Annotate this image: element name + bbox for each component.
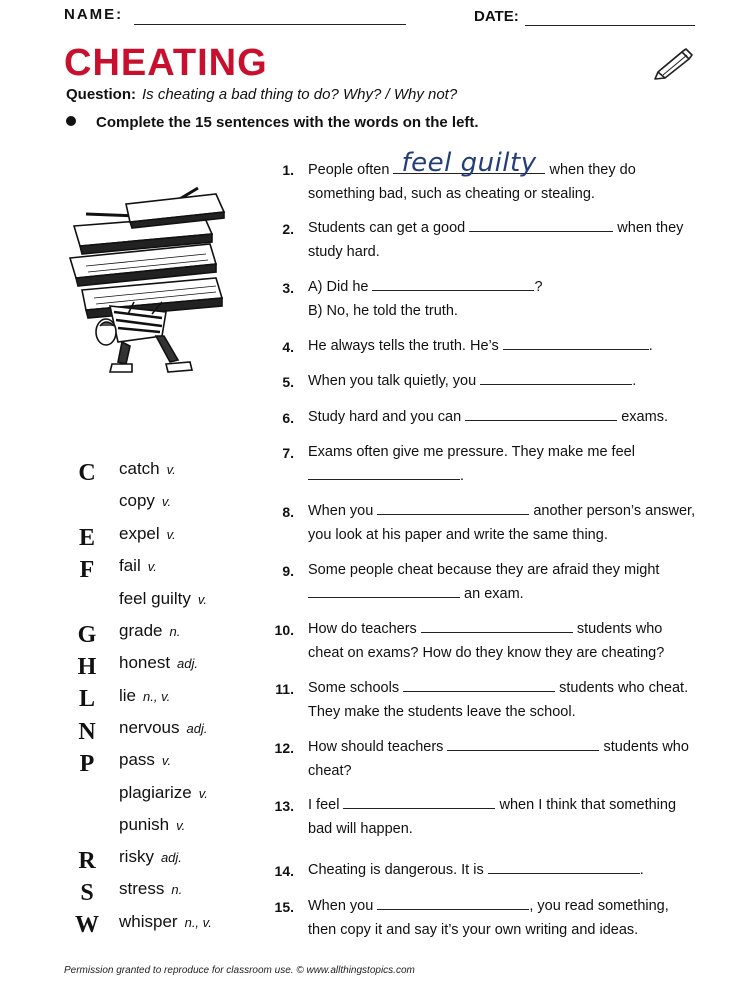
word-bank-item: honest adj. [119,653,199,672]
answer-field-7[interactable] [308,465,460,480]
sentence-3: A) Did he ? B) No, he told the truth. [308,275,698,323]
person-carrying-books-illustration [66,186,236,391]
sentence-8: When you another person’s answer, you look at his paper and write the same thing. [308,499,698,547]
answer-field-1[interactable] [393,148,545,178]
word-bank-item: expel v. [119,524,176,543]
word-bank-item: fail v. [119,556,157,575]
index-letter: C [78,460,96,486]
index-letter: R [78,848,96,874]
word-bank-item: plagiarize v. [119,783,208,802]
question-text: Is cheating a bad thing to do? Why? / Why not? [142,86,458,103]
answer-field-15[interactable] [377,895,529,910]
sentence-number: 9. [282,563,294,579]
word-bank-item: lie n., v. [119,686,171,705]
answer-field-10[interactable] [421,618,573,633]
index-letter: S [80,880,94,906]
sentence-number: 4. [282,339,294,355]
sentence-number: 3. [282,280,294,296]
answer-field-12[interactable] [447,736,599,751]
word-bank-item: catch v. [119,459,176,478]
index-letter: F [79,557,95,583]
date-field[interactable] [525,8,695,26]
instruction-text: Complete the 15 sentences with the words on the left. [96,114,479,131]
sentence-5: When you talk quietly, you . [308,369,698,393]
answer-field-6[interactable] [465,406,617,421]
handwritten-answer: feel guilty [401,148,537,178]
sentence-11: Some schools students who cheat. They make the students leave the school. [308,676,698,724]
index-letter: P [79,751,95,777]
question-line [66,86,457,103]
sentence-9: Some people cheat because they are afraid they might an exam. [308,562,660,602]
sentence-number: 12. [274,740,294,756]
word-bank-item: nervous adj. [119,718,208,737]
date-label: DATE: [474,8,519,25]
sentence-number: 14. [274,863,294,879]
answer-field-2[interactable] [469,217,613,232]
index-letter: N [78,719,96,745]
question-label: Question: [66,86,136,103]
sentence-7: Exams often give me pressure. They make me feel . [308,444,635,484]
answer-field-13[interactable] [343,794,495,809]
sentence-number: 5. [282,374,294,390]
answer-field-4[interactable] [503,335,649,350]
word-bank-item: whisper n., v. [119,912,212,931]
index-letter: L [78,686,95,712]
index-letter: G [77,622,97,648]
answer-field-8[interactable] [377,500,529,515]
sentence-number: 11. [275,681,294,697]
name-field[interactable] [134,8,406,25]
sentence-12: How should teachers students who cheat? [308,735,698,783]
sentence-10: How do teachers students who cheat on exams? How do they know they are cheating? [308,617,698,665]
word-bank-item: risky adj. [119,847,182,866]
word-bank-item: grade n. [119,621,181,640]
answer-field-3[interactable] [372,276,534,291]
answer-field-11[interactable] [403,677,555,692]
footer-permission: Permission granted to reproduce for classroom use. © www.allthingstopics.com [64,965,415,976]
answer-field-9[interactable] [308,583,460,598]
word-bank-item: feel guilty v. [119,589,207,608]
sentence-14: Cheating is dangerous. It is . [308,858,698,882]
sentence-15: When you , you read something, then copy it and say it’s your own writing and ideas. [308,894,698,942]
name-label: NAME: [64,6,124,23]
sentence-number: 7. [282,445,294,461]
index-letter: W [75,912,99,938]
word-bank-item: pass v. [119,750,172,769]
word-bank-item: copy v. [119,491,172,510]
sentence-4: He always tells the truth. He’s . [308,334,698,358]
word-bank-item: punish v. [119,815,186,834]
instruction [66,114,479,131]
sentence-number: 13. [274,798,294,814]
index-letter: E [78,525,95,551]
sentence-2: Students can get a good when they study hard. [308,216,698,264]
sentence-number: 1. [282,162,294,178]
answer-field-14[interactable] [488,859,640,874]
sentence-number: 6. [282,410,294,426]
sentence-number: 15. [274,899,294,915]
pencil-icon [652,46,694,85]
answer-field-5[interactable] [480,370,632,385]
sentence-number: 8. [282,504,294,520]
sentence-6: Study hard and you can exams. [308,405,698,429]
sentence-1: People often feel guilty when they do something bad, such as cheating or stealing. [308,148,636,202]
index-letter: H [77,654,97,680]
sentence-13: I feel when I think that something bad will happen. [308,793,698,841]
page-title: CHEATING [64,42,268,84]
sentence-number: 10. [274,622,294,638]
bullet-dot [66,116,76,126]
word-bank-item: stress n. [119,879,183,898]
sentence-number: 2. [282,221,294,237]
